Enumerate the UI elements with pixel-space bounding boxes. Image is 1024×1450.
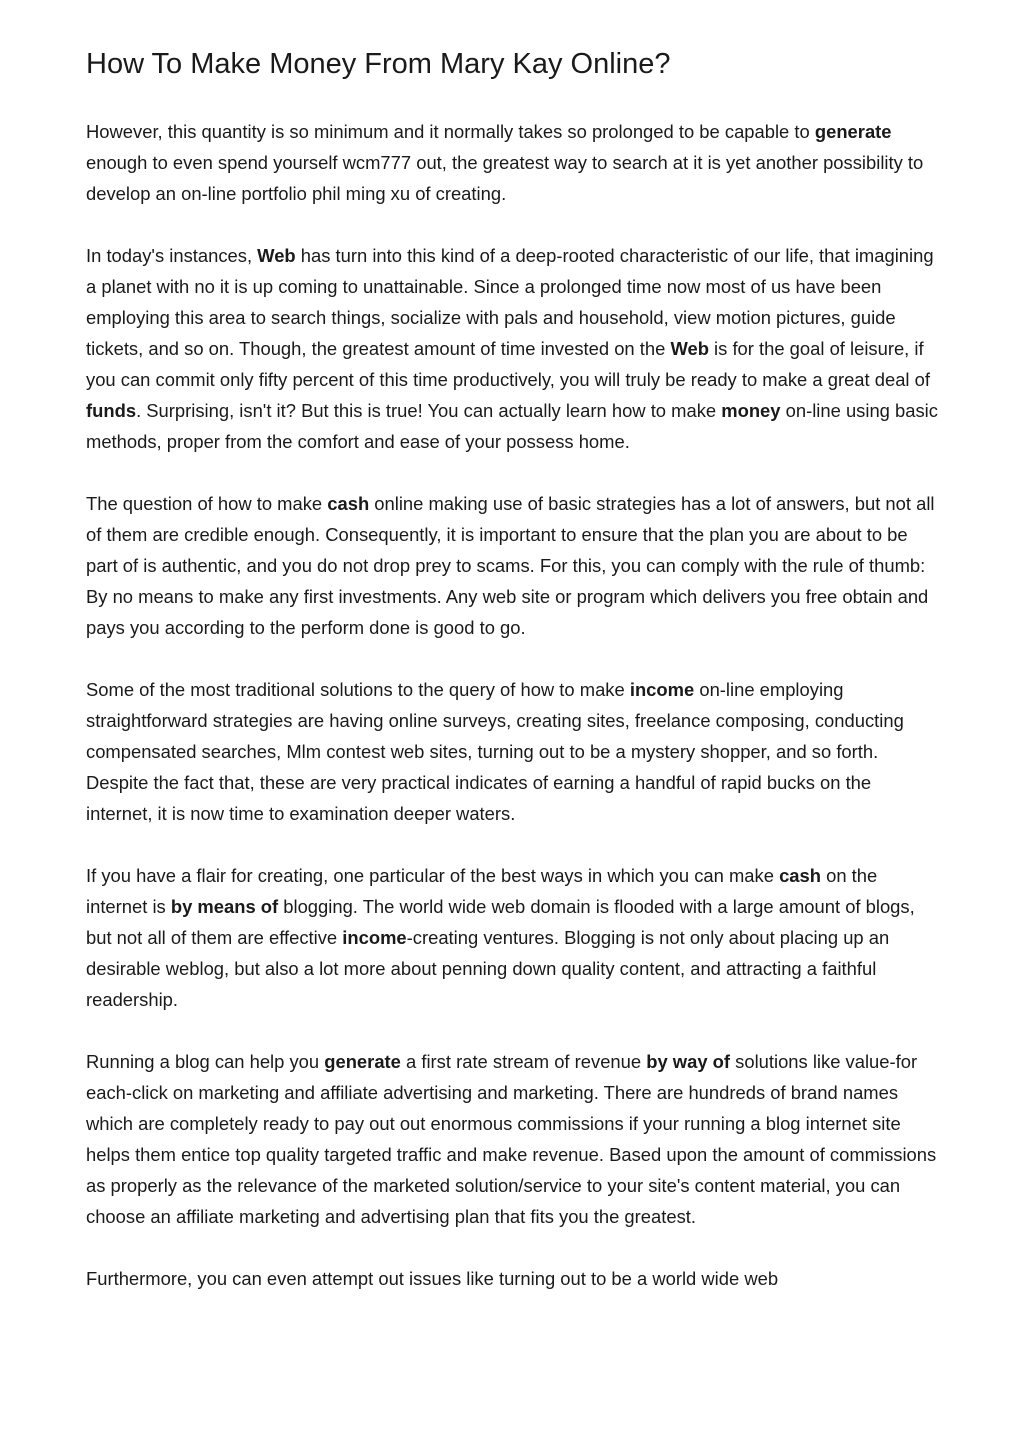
bold-keyword: Web — [670, 338, 709, 359]
bold-keyword: by means of — [170, 896, 279, 917]
paragraph-4 — [86, 674, 942, 829]
bold-keyword: generate — [814, 121, 892, 142]
bold-keyword: by way of — [646, 1051, 731, 1072]
text-run: -creating ventures. Blogging is not only about placing up an desirable weblog, but also a lot more about penning down quality content, and attracting a faithful readership. — [86, 927, 890, 1010]
text-run: has turn into this kind of a deep-rooted characteristic of our life, that imagining a planet with no it is up coming to unattainable. Since a prolonged time now most of us have been employing this area to search things, socialize with pals and household, view motion pictures, guide tickets, and so on. Though, the greatest amount of time invested on the — [86, 245, 934, 359]
bold-keyword: income — [629, 679, 695, 700]
text-run: online making use of basic strategies has a lot of answers, but not all of them are credible enough. Consequently, it is important to ensure that the plan you are about to be part of is authentic, and you do not drop prey to scams. For this, you can comply with the rule of thumb: By no means to make any first investments. Any web site or program which delivers you free obtain and pays you according to the perform done is good to go. — [86, 493, 935, 638]
bold-keyword: funds — [86, 400, 137, 421]
text-run: . Surprising, isn't it? But this is true! You can actually learn how to make — [136, 400, 722, 421]
paragraph-2 — [86, 240, 942, 457]
paragraph-7 — [86, 1263, 942, 1294]
text-run: If you have a flair for creating, one particular of the best ways in which you can make — [86, 865, 780, 886]
text-run: on-line employing straightforward strategies are having online surveys, creating sites, freelance composing, conducting compensated searches, Mlm contest web sites, turning out to be a mystery shopper, and so forth. Despite the fact that, these are very practical indicates of earning a handful of rapid bucks on the internet, it is now time to examination deeper waters. — [86, 679, 904, 824]
text-run: The question of how to make — [86, 493, 328, 514]
text-run: Furthermore, you can even attempt out issues like turning out to be a world wide web — [86, 1268, 779, 1289]
document-page — [86, 44, 942, 1325]
text-run: on-line using basic methods, proper from the comfort and ease of your possess home. — [86, 400, 938, 452]
text-run: is for the goal of leisure, if you can commit only fifty percent of this time productively, you will truly be ready to make a great deal of — [86, 338, 930, 390]
page-title: How To Make Money From Mary Kay Online? — [86, 48, 671, 80]
text-run: Running a blog can help you — [86, 1051, 325, 1072]
bold-keyword: Web — [257, 245, 296, 266]
text-run: on the internet is — [86, 865, 878, 917]
text-run: a first rate stream of revenue — [400, 1051, 647, 1072]
bold-keyword: cash — [327, 493, 370, 514]
bold-keyword: cash — [779, 865, 821, 886]
document-body — [86, 116, 942, 1294]
text-run: Some of the most traditional solutions to the query of how to make — [86, 679, 630, 700]
text-run: In today's instances, — [86, 245, 258, 266]
text-run: blogging. The world wide web domain is flooded with a large amount of blogs, but not all of them are effective — [86, 896, 915, 948]
bold-keyword: money — [721, 400, 781, 421]
paragraph-5 — [86, 860, 942, 1015]
paragraph-3 — [86, 488, 942, 643]
bold-keyword: generate — [324, 1051, 401, 1072]
bold-keyword: income — [342, 927, 407, 948]
paragraph-1 — [86, 116, 942, 209]
text-run: enough to even spend yourself wcm777 out, the greatest way to search at it is yet another possibility to develop an on-line portfolio phil ming xu of creating. — [86, 152, 924, 204]
text-run: solutions like value-for each-click on marketing and affiliate advertising and marketing. There are hundreds of brand names which are completely ready to pay out out enormous commissions if your running a blog internet site helps them entice top quality targeted traffic and make revenue. Based upon the amount of commissions as properly as the relevance of the marketed solution/service to your site's content material, you can choose an affiliate marketing and advertising plan that fits you the greatest. — [86, 1051, 937, 1227]
text-run: However, this quantity is so minimum and it normally takes so prolonged to be capable to — [86, 121, 815, 142]
paragraph-6 — [86, 1046, 942, 1232]
